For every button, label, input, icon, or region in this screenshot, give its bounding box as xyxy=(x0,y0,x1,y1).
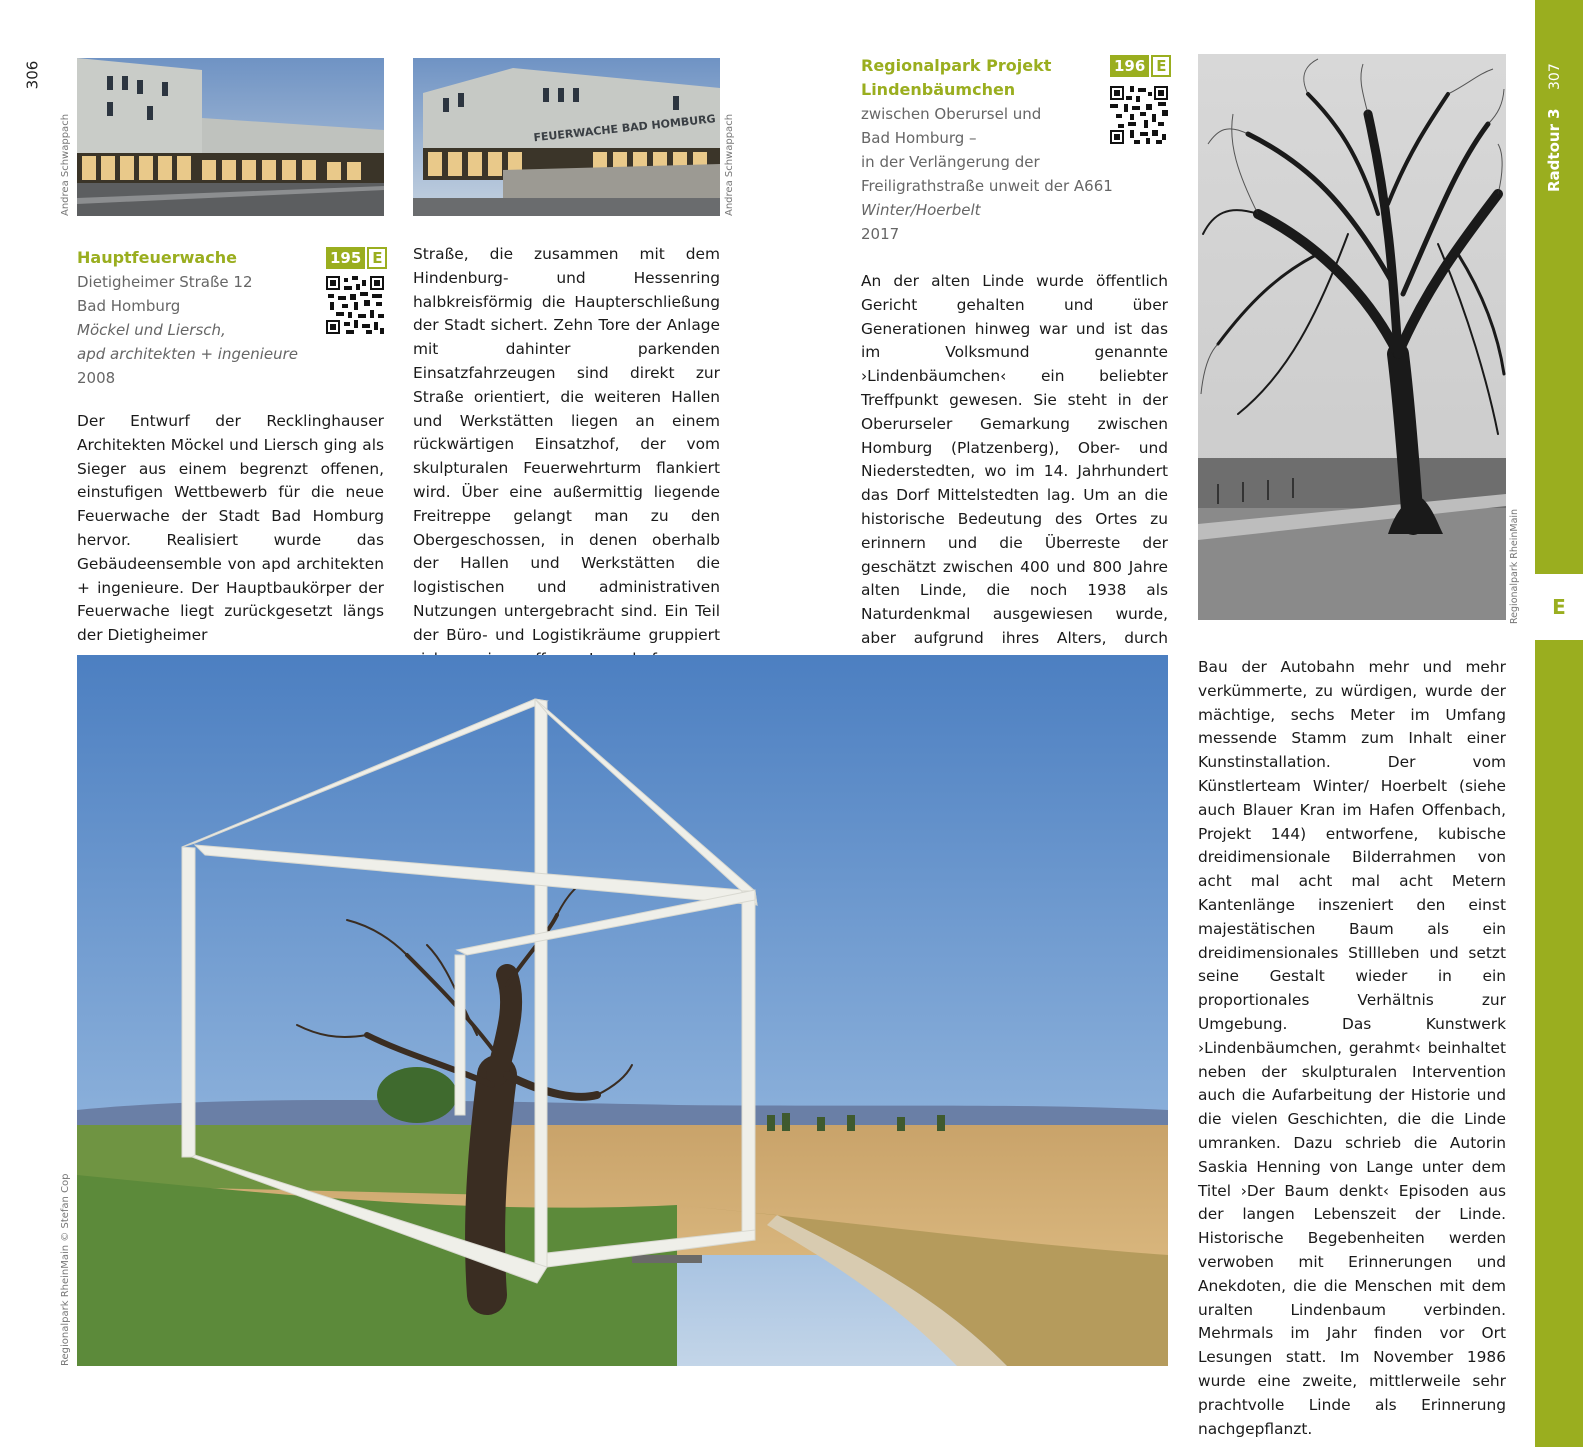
photo1-credit: Andrea Schwappach xyxy=(60,113,71,216)
entry-196-year: 2017 xyxy=(861,225,900,243)
entry-196-title: Regionalpark Projekt xyxy=(861,56,1052,75)
entry-195-text-col1: Der Entwurf der Recklinghauser Architekten Möckel und Liersch ging als Sieger aus einem begrenzt offenen, einstufigen Wettbewerb für die neue Feuerwache der Stadt Bad Homburg hervor. Realisiert wurde das Gebäudeensemble von apd architekten + ingenieure. Der Hauptbaukörper der Feuerwache liegt zurückgesetzt längs der Dietigheimer xyxy=(77,412,384,645)
fire-station-sign-text: FEUERWACHE BAD HOMBURG xyxy=(532,112,717,145)
chapter-sidebar xyxy=(1535,0,1583,1447)
old-linden-tree-photo xyxy=(1198,54,1506,620)
entry-195-year: 2008 xyxy=(77,369,116,387)
entry-195-badge xyxy=(326,247,387,269)
fire-station-photo-2 xyxy=(413,58,720,216)
entry-196-location-3: in der Verlängerung der xyxy=(861,153,1040,171)
entry-195-architect: Möckel und Liersch, xyxy=(77,321,226,339)
entry-195-text-col2: Straße, die zusammen mit dem Hindenburg- und Hessenring halbkreisförmig die Haupterschließung der Stadt sichert. Zehn Tore der Anlage mit dahinter parkenden Einsatzfahrzeugen sind direkt zur Straße orientiert, die weiteren Hallen und Werkstätten liegen an einem rückwärtigen Einsatzhof, der vom skulpturalen Feuerwehrturm flankiert wird. Über eine außermittig liegende Freitreppe gelangt man zu den Obergeschossen, in denen oberhalb der Hallen und Werkstätten die logistischen und administrativen Nutzungen untergebracht sind. Ein Teil der Büro- und Logistikräume gruppiert xyxy=(413,245,720,644)
entry-196-header xyxy=(861,54,1111,246)
entry-196-location-1: zwischen Oberursel und xyxy=(861,105,1042,123)
fire-station-photo-1 xyxy=(77,58,384,216)
entry-196-text-col3: An der alten Linde wurde öffentlich Gericht gehalten und über Generationen hinweg war und ist das im Volksmund genannte ›Lindenbäumchen‹ ein beliebter Treffpunkt gewesen. Sie steht in der Oberurseler Gemarkung zwischen Homburg (Platzenberg), Ober- und Niederstedten, wo im 14. Jahrhundert das Dorf Mittelstedten lag. Um an die historische Bedeutung des Ortes zu erinnern und die Überreste der geschätzt zwischen 400 und 800 Jahre alten Linde, die noch 1938 als Naturdenkmal ausgewiesen wurde, aber aufgrund ihres Alters, durch xyxy=(861,272,1168,647)
photo2-credit: Andrea Schwappach xyxy=(724,113,735,216)
entry-195-address-city: Bad Homburg xyxy=(77,297,181,315)
entry-196-location-4: Freiligrathstraße unweit der A661 xyxy=(861,177,1113,195)
qr-code-icon[interactable] xyxy=(1110,86,1168,144)
tree-photo-credit: Regionalpark RheinMain xyxy=(1509,508,1520,624)
entry-196-title-2: Lindenbäumchen xyxy=(861,80,1016,99)
sidebar-section-label: Radtour 3 xyxy=(1545,108,1563,192)
page-number-right: 307 xyxy=(1547,63,1563,90)
chapter-tab-letter: E xyxy=(1552,595,1566,619)
entry-196-number: 196 xyxy=(1110,55,1149,77)
entry-195-title: Hauptfeuerwache xyxy=(77,248,237,267)
entry-196-letter: E xyxy=(1151,55,1171,77)
entry-196-badge xyxy=(1110,55,1171,77)
entry-195-number: 195 xyxy=(326,247,365,269)
page-number-left: 306 xyxy=(23,60,42,90)
entry-196-text-col4: Bau der Autobahn mehr und mehr verkümmerte, zu würdigen, wurde der mächtige, sechs Meter im Umfang messende Stamm zum Inhalt einer Kunstinstallation. Der vom Künstlerteam Winter/ Hoerbelt (siehe auch Blauer Kran im Hafen Offenbach, Projekt 144) entworfene, kubische dreidimensionale Bilderrahmen von acht mal acht mal acht Metern Kantenlänge inszeniert den einst majestätischen Baum als ein dreidimensionales Stillleben und setzt seine Gestalt wieder in ein proportionales Verhältnis zur Umgebung. Das Kunstwerk ›Lindenbäumchen, gerahmt‹ beinhaltet neben der skulpturalen Intervention auch die Aufarbeitung der Historie und die vielen Geschichten, die die Linde umranken. Dazu schrieb die Autorin Saskia Henning von Lange unter dem Titel ›Der Baum denkt‹ Episoden aus der langen Lebenszeit der Linde. Historische Begebenheiten werden verwoben mit Erinnerungen und Anekdoten, die die Menschen mit dem uralten Lindenbaum verbinden. Mehrmals im Jahr finden vor Ort Lesungen statt. Im November 1986 wurde eine zweite, mittlerweile sehr prachtvolle Linde als Erinnerung nachgepflanzt. xyxy=(1198,658,1506,1438)
entry-195-letter: E xyxy=(367,247,387,269)
entry-195-header xyxy=(77,246,317,390)
entry-195-address-street: Dietigheimer Straße 12 xyxy=(77,273,253,291)
entry-195-architect-2: apd architekten + ingenieure xyxy=(77,345,299,363)
cube-installation-photo xyxy=(77,655,1168,1366)
qr-code-icon[interactable] xyxy=(326,276,384,334)
entry-196-location-2: Bad Homburg – xyxy=(861,129,977,147)
cube-photo-credit: Regionalpark RheinMain © Stefan Cop xyxy=(60,1173,71,1366)
entry-196-artist: Winter/Hoerbelt xyxy=(861,201,981,219)
